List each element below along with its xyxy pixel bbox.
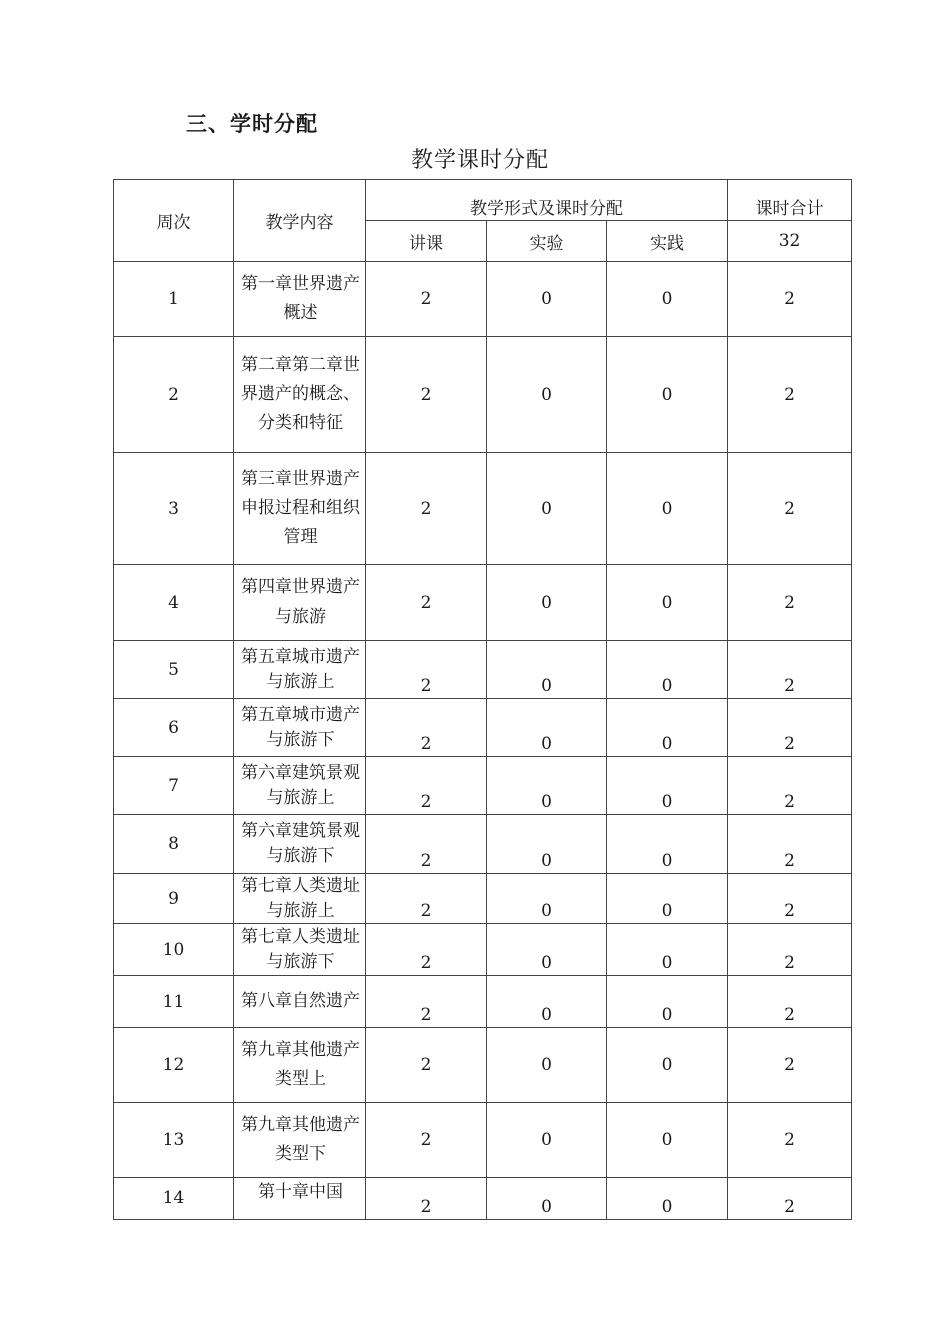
experiment-hours-cell: 0	[487, 874, 607, 924]
table-row	[114, 924, 852, 976]
table-row	[114, 976, 852, 1028]
week-cell: 2	[114, 337, 234, 453]
header-form: 教学形式及课时分配	[366, 180, 728, 221]
content-cell: 第一章世界遗产概述	[234, 262, 366, 337]
practice-hours-cell: 0	[607, 453, 728, 565]
table-row	[114, 641, 852, 699]
experiment-hours-cell: 0	[487, 699, 607, 757]
table-row	[114, 1103, 852, 1178]
week-cell: 4	[114, 565, 234, 641]
lecture-hours-cell: 2	[366, 337, 487, 453]
practice-hours-cell: 0	[607, 757, 728, 815]
week-cell: 5	[114, 641, 234, 699]
content-cell: 第四章世界遗产与旅游	[234, 565, 366, 641]
content-cell: 第六章建筑景观与旅游上	[234, 757, 366, 815]
content-cell: 第九章其他遗产类型上	[234, 1028, 366, 1103]
experiment-hours-cell: 0	[487, 976, 607, 1028]
experiment-hours-cell: 0	[487, 1028, 607, 1103]
lecture-hours-cell: 2	[366, 1103, 487, 1178]
practice-hours-cell: 0	[607, 1103, 728, 1178]
content-cell: 第七章人类遗址与旅游下	[234, 924, 366, 976]
content-cell: 第七章人类遗址与旅游上	[234, 874, 366, 924]
header-total: 课时合计	[728, 180, 852, 221]
lecture-hours-cell: 2	[366, 565, 487, 641]
experiment-hours-cell: 0	[487, 1178, 607, 1220]
lecture-hours-cell: 2	[366, 1178, 487, 1220]
total-hours-cell: 2	[728, 815, 852, 874]
week-cell: 7	[114, 757, 234, 815]
experiment-hours-cell: 0	[487, 815, 607, 874]
section-heading: 三、学时分配	[186, 112, 318, 136]
total-hours-cell: 2	[728, 699, 852, 757]
total-hours-cell: 2	[728, 262, 852, 337]
experiment-hours-cell: 0	[487, 453, 607, 565]
total-hours-cell: 2	[728, 1178, 852, 1220]
week-cell: 8	[114, 815, 234, 874]
practice-hours-cell: 0	[607, 924, 728, 976]
week-cell: 12	[114, 1028, 234, 1103]
header-practice: 实践	[607, 221, 728, 262]
lecture-hours-cell: 2	[366, 924, 487, 976]
total-hours-cell: 2	[728, 337, 852, 453]
table-row	[114, 699, 852, 757]
header-content: 教学内容	[234, 180, 366, 262]
header-experiment: 实验	[487, 221, 607, 262]
content-cell: 第九章其他遗产类型下	[234, 1103, 366, 1178]
practice-hours-cell: 0	[607, 337, 728, 453]
lecture-hours-cell: 2	[366, 815, 487, 874]
practice-hours-cell: 0	[607, 976, 728, 1028]
week-cell: 14	[114, 1178, 234, 1220]
week-cell: 1	[114, 262, 234, 337]
week-cell: 11	[114, 976, 234, 1028]
week-cell: 13	[114, 1103, 234, 1178]
practice-hours-cell: 0	[607, 262, 728, 337]
content-cell: 第六章建筑景观与旅游下	[234, 815, 366, 874]
table-row	[114, 1028, 852, 1103]
content-cell: 第十章中国	[234, 1178, 366, 1220]
practice-hours-cell: 0	[607, 641, 728, 699]
total-hours-cell: 2	[728, 874, 852, 924]
table-row	[114, 1178, 852, 1220]
table-row	[114, 262, 852, 337]
schedule-table	[113, 179, 852, 1220]
table-row	[114, 453, 852, 565]
experiment-hours-cell: 0	[487, 641, 607, 699]
lecture-hours-cell: 2	[366, 1028, 487, 1103]
total-hours-cell: 2	[728, 453, 852, 565]
content-cell: 第五章城市遗产与旅游上	[234, 641, 366, 699]
practice-hours-cell: 0	[607, 874, 728, 924]
experiment-hours-cell: 0	[487, 337, 607, 453]
week-cell: 3	[114, 453, 234, 565]
total-hours-cell: 2	[728, 641, 852, 699]
experiment-hours-cell: 0	[487, 262, 607, 337]
total-hours-cell: 2	[728, 1103, 852, 1178]
table-row	[114, 815, 852, 874]
practice-hours-cell: 0	[607, 699, 728, 757]
table-row	[114, 565, 852, 641]
lecture-hours-cell: 2	[366, 976, 487, 1028]
practice-hours-cell: 0	[607, 1028, 728, 1103]
practice-hours-cell: 0	[607, 565, 728, 641]
table-row	[114, 757, 852, 815]
lecture-hours-cell: 2	[366, 757, 487, 815]
content-cell: 第八章自然遗产	[234, 976, 366, 1028]
table-row	[114, 337, 852, 453]
experiment-hours-cell: 0	[487, 565, 607, 641]
lecture-hours-cell: 2	[366, 453, 487, 565]
table-body	[114, 180, 852, 1220]
table-title: 教学课时分配	[410, 148, 549, 173]
week-cell: 9	[114, 874, 234, 924]
week-cell: 6	[114, 699, 234, 757]
header-lecture: 讲课	[366, 221, 487, 262]
lecture-hours-cell: 2	[366, 641, 487, 699]
table-row	[114, 874, 852, 924]
content-cell: 第二章第二章世界遗产的概念、分类和特征	[234, 337, 366, 453]
experiment-hours-cell: 0	[487, 1103, 607, 1178]
lecture-hours-cell: 2	[366, 699, 487, 757]
lecture-hours-cell: 2	[366, 874, 487, 924]
content-cell: 第三章世界遗产申报过程和组织管理	[234, 453, 366, 565]
experiment-hours-cell: 0	[487, 757, 607, 815]
total-hours-cell: 2	[728, 757, 852, 815]
experiment-hours-cell: 0	[487, 924, 607, 976]
practice-hours-cell: 0	[607, 1178, 728, 1220]
header-row-1	[114, 180, 852, 221]
week-cell: 10	[114, 924, 234, 976]
header-week: 周次	[114, 180, 234, 262]
header-total-value: 32	[728, 221, 852, 262]
total-hours-cell: 2	[728, 976, 852, 1028]
practice-hours-cell: 0	[607, 815, 728, 874]
total-hours-cell: 2	[728, 1028, 852, 1103]
total-hours-cell: 2	[728, 565, 852, 641]
total-hours-cell: 2	[728, 924, 852, 976]
lecture-hours-cell: 2	[366, 262, 487, 337]
content-cell: 第五章城市遗产与旅游下	[234, 699, 366, 757]
